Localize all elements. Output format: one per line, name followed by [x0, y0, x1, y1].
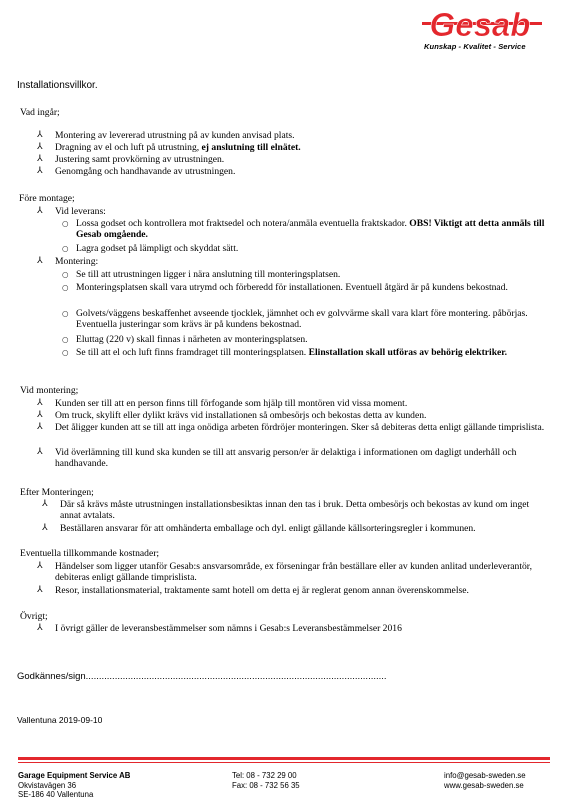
circle-bullet-icon: ○ — [62, 348, 69, 357]
list-item: ⅄ Vid överlämning till kund ska kunden se till att ansvarig person/er är delaktiga i informationen om dagligt underhåll och handhavande. — [37, 447, 517, 470]
triangle-bullet-icon: ⅄ — [37, 422, 43, 432]
triangle-bullet-icon: ⅄ — [37, 585, 43, 595]
triangle-bullet-icon: ⅄ — [37, 256, 43, 266]
list-item: ⅄ Dragning av el och luft på utrustning, ej anslutning till elnätet. — [37, 142, 301, 153]
list-item: ○ Lagra godset på lämpligt och skyddat sätt. — [62, 243, 239, 254]
footer-web-link[interactable]: www.gesab-sweden.se — [444, 780, 524, 790]
triangle-bullet-icon: ⅄ — [42, 499, 48, 509]
list-item: ⅄ Det åligger kunden att se till att inga onödiga arbeten fördröjer monteringen. Sker så debiteras detta enligt gällande timprislista. — [37, 422, 545, 433]
list-item: ⅄ Om truck, skylift eller dylikt krävs vid installationen så ombesörjs och bekostas detta av kunden. — [37, 410, 427, 421]
list-item: ○ Se till att el och luft finns framdraget till monteringsplatsen. Elinstallation skall utföras av behörig elektriker. — [62, 347, 508, 358]
list-item: ⅄ Där så krävs måste utrustningen installationsbesiktas innan den tas i bruk. Detta ombesörjs och bekostas av kund om inget annat avtalats. — [42, 499, 530, 522]
sub-heading-montering: ⅄ Montering: — [37, 256, 99, 267]
footer-fax: Fax: 08 - 732 56 35 — [232, 780, 300, 790]
list-item: ○ Lossa godset och kontrollera mot fraktsedel och notera/anmäla eventuella fraktskador. OBS! Viktigt att detta anmäls till Gesab omgående. — [62, 218, 545, 241]
list-item: ⅄ Händelser som ligger utanför Gesab:s ansvarsområde, ex förseningar från beställare eller av kunden anlitad underleverantör, debiteras enligt gällande timprislista. — [37, 561, 532, 584]
list-item: ⅄ I övrigt gäller de leveransbestämmelser som nämns i Gesab:s Leveransbestämmelser 2016 — [37, 623, 402, 634]
logo-text: Gesab — [429, 6, 531, 40]
triangle-bullet-icon: ⅄ — [37, 166, 43, 176]
circle-bullet-icon: ○ — [62, 270, 69, 279]
document-title: Installationsvillkor. — [17, 80, 98, 91]
list-item: ○ Eluttag (220 v) skall finnas i närheten av monteringsplatsen. — [62, 334, 308, 345]
signature-line: Godkännes/sign.................................................................................................................. — [17, 671, 387, 682]
footer-rule-thin — [18, 762, 550, 763]
triangle-bullet-icon: ⅄ — [37, 142, 43, 152]
circle-bullet-icon: ○ — [62, 283, 69, 292]
section-title-tillkommande: Eventuella tillkommande kostnader; — [20, 548, 160, 559]
list-item: ○ Golvets/väggens beskaffenhet avseende tjocklek, jämnhet och ev golvvärme skall vara klart före montering. påbörjas. Eventuella justeringar som krävs är på kundens bekostnad. — [62, 308, 528, 331]
circle-bullet-icon: ○ — [62, 309, 69, 318]
triangle-bullet-icon: ⅄ — [37, 447, 43, 457]
list-item: ⅄ Justering samt provkörning av utrustningen. — [37, 154, 225, 165]
footer-company: Garage Equipment Service AB — [18, 771, 131, 780]
triangle-bullet-icon: ⅄ — [42, 523, 48, 533]
circle-bullet-icon: ○ — [62, 335, 69, 344]
triangle-bullet-icon: ⅄ — [37, 154, 43, 164]
footer-email-link[interactable]: info@gesab-sweden.se — [444, 771, 526, 780]
list-item: ⅄ Kunden ser till att en person finns till förfogande som hjälp till montören vid vissa moment. — [37, 398, 408, 409]
footer-rule — [18, 757, 550, 760]
footer-tel: Tel: 08 - 732 29 00 — [232, 771, 297, 780]
list-item: ⅄ Montering av levererad utrustning på av kunden anvisad plats. — [37, 130, 295, 141]
circle-bullet-icon: ○ — [62, 219, 69, 228]
section-title-vad-ingar: Vad ingår; — [20, 107, 60, 118]
tagline: Kunskap - Kvalitet - Service — [424, 42, 526, 51]
list-item: ⅄ Beställaren ansvarar för att omhänderta emballage och dyl. enligt gällande källsorteringsregler i kommunen. — [42, 523, 476, 534]
list-item: ⅄ Resor, installationsmaterial, traktamente samt hotell om detta ej är reglerat genom annan överenskommelse. — [37, 585, 469, 596]
circle-bullet-icon: ○ — [62, 244, 69, 253]
section-title-vid-montering: Vid montering; — [20, 385, 79, 396]
triangle-bullet-icon: ⅄ — [37, 206, 43, 216]
footer-contact — [444, 771, 526, 790]
triangle-bullet-icon: ⅄ — [37, 410, 43, 420]
triangle-bullet-icon: ⅄ — [37, 398, 43, 408]
section-title-ovrigt: Övrigt; — [20, 611, 48, 622]
triangle-bullet-icon: ⅄ — [37, 561, 43, 571]
list-item: ⅄ Genomgång och handhavande av utrustningen. — [37, 166, 236, 177]
triangle-bullet-icon: ⅄ — [37, 130, 43, 140]
section-title-efter-monteringen: Efter Monteringen; — [20, 487, 94, 498]
footer-address — [18, 771, 130, 800]
sub-heading-vid-leverans: ⅄ Vid leverans: — [37, 206, 106, 217]
date-line: Vallentuna 2019-09-10 — [17, 715, 103, 725]
gesab-logo — [422, 6, 542, 40]
list-item: ○ Se till att utrustningen ligger i nära anslutning till monteringsplatsen. — [62, 269, 341, 280]
list-item: ○ Monteringsplatsen skall vara utrymd och förberedd för installationen. Eventuell åtgärd är på kundens bekostnad. — [62, 282, 508, 293]
triangle-bullet-icon: ⅄ — [37, 623, 43, 633]
section-title-fore-montage: Före montage; — [19, 193, 75, 204]
footer-street: Okvistavägen 36 — [18, 780, 77, 790]
footer-phone — [232, 771, 300, 790]
footer-city: SE-186 40 Vallentuna — [18, 790, 94, 800]
